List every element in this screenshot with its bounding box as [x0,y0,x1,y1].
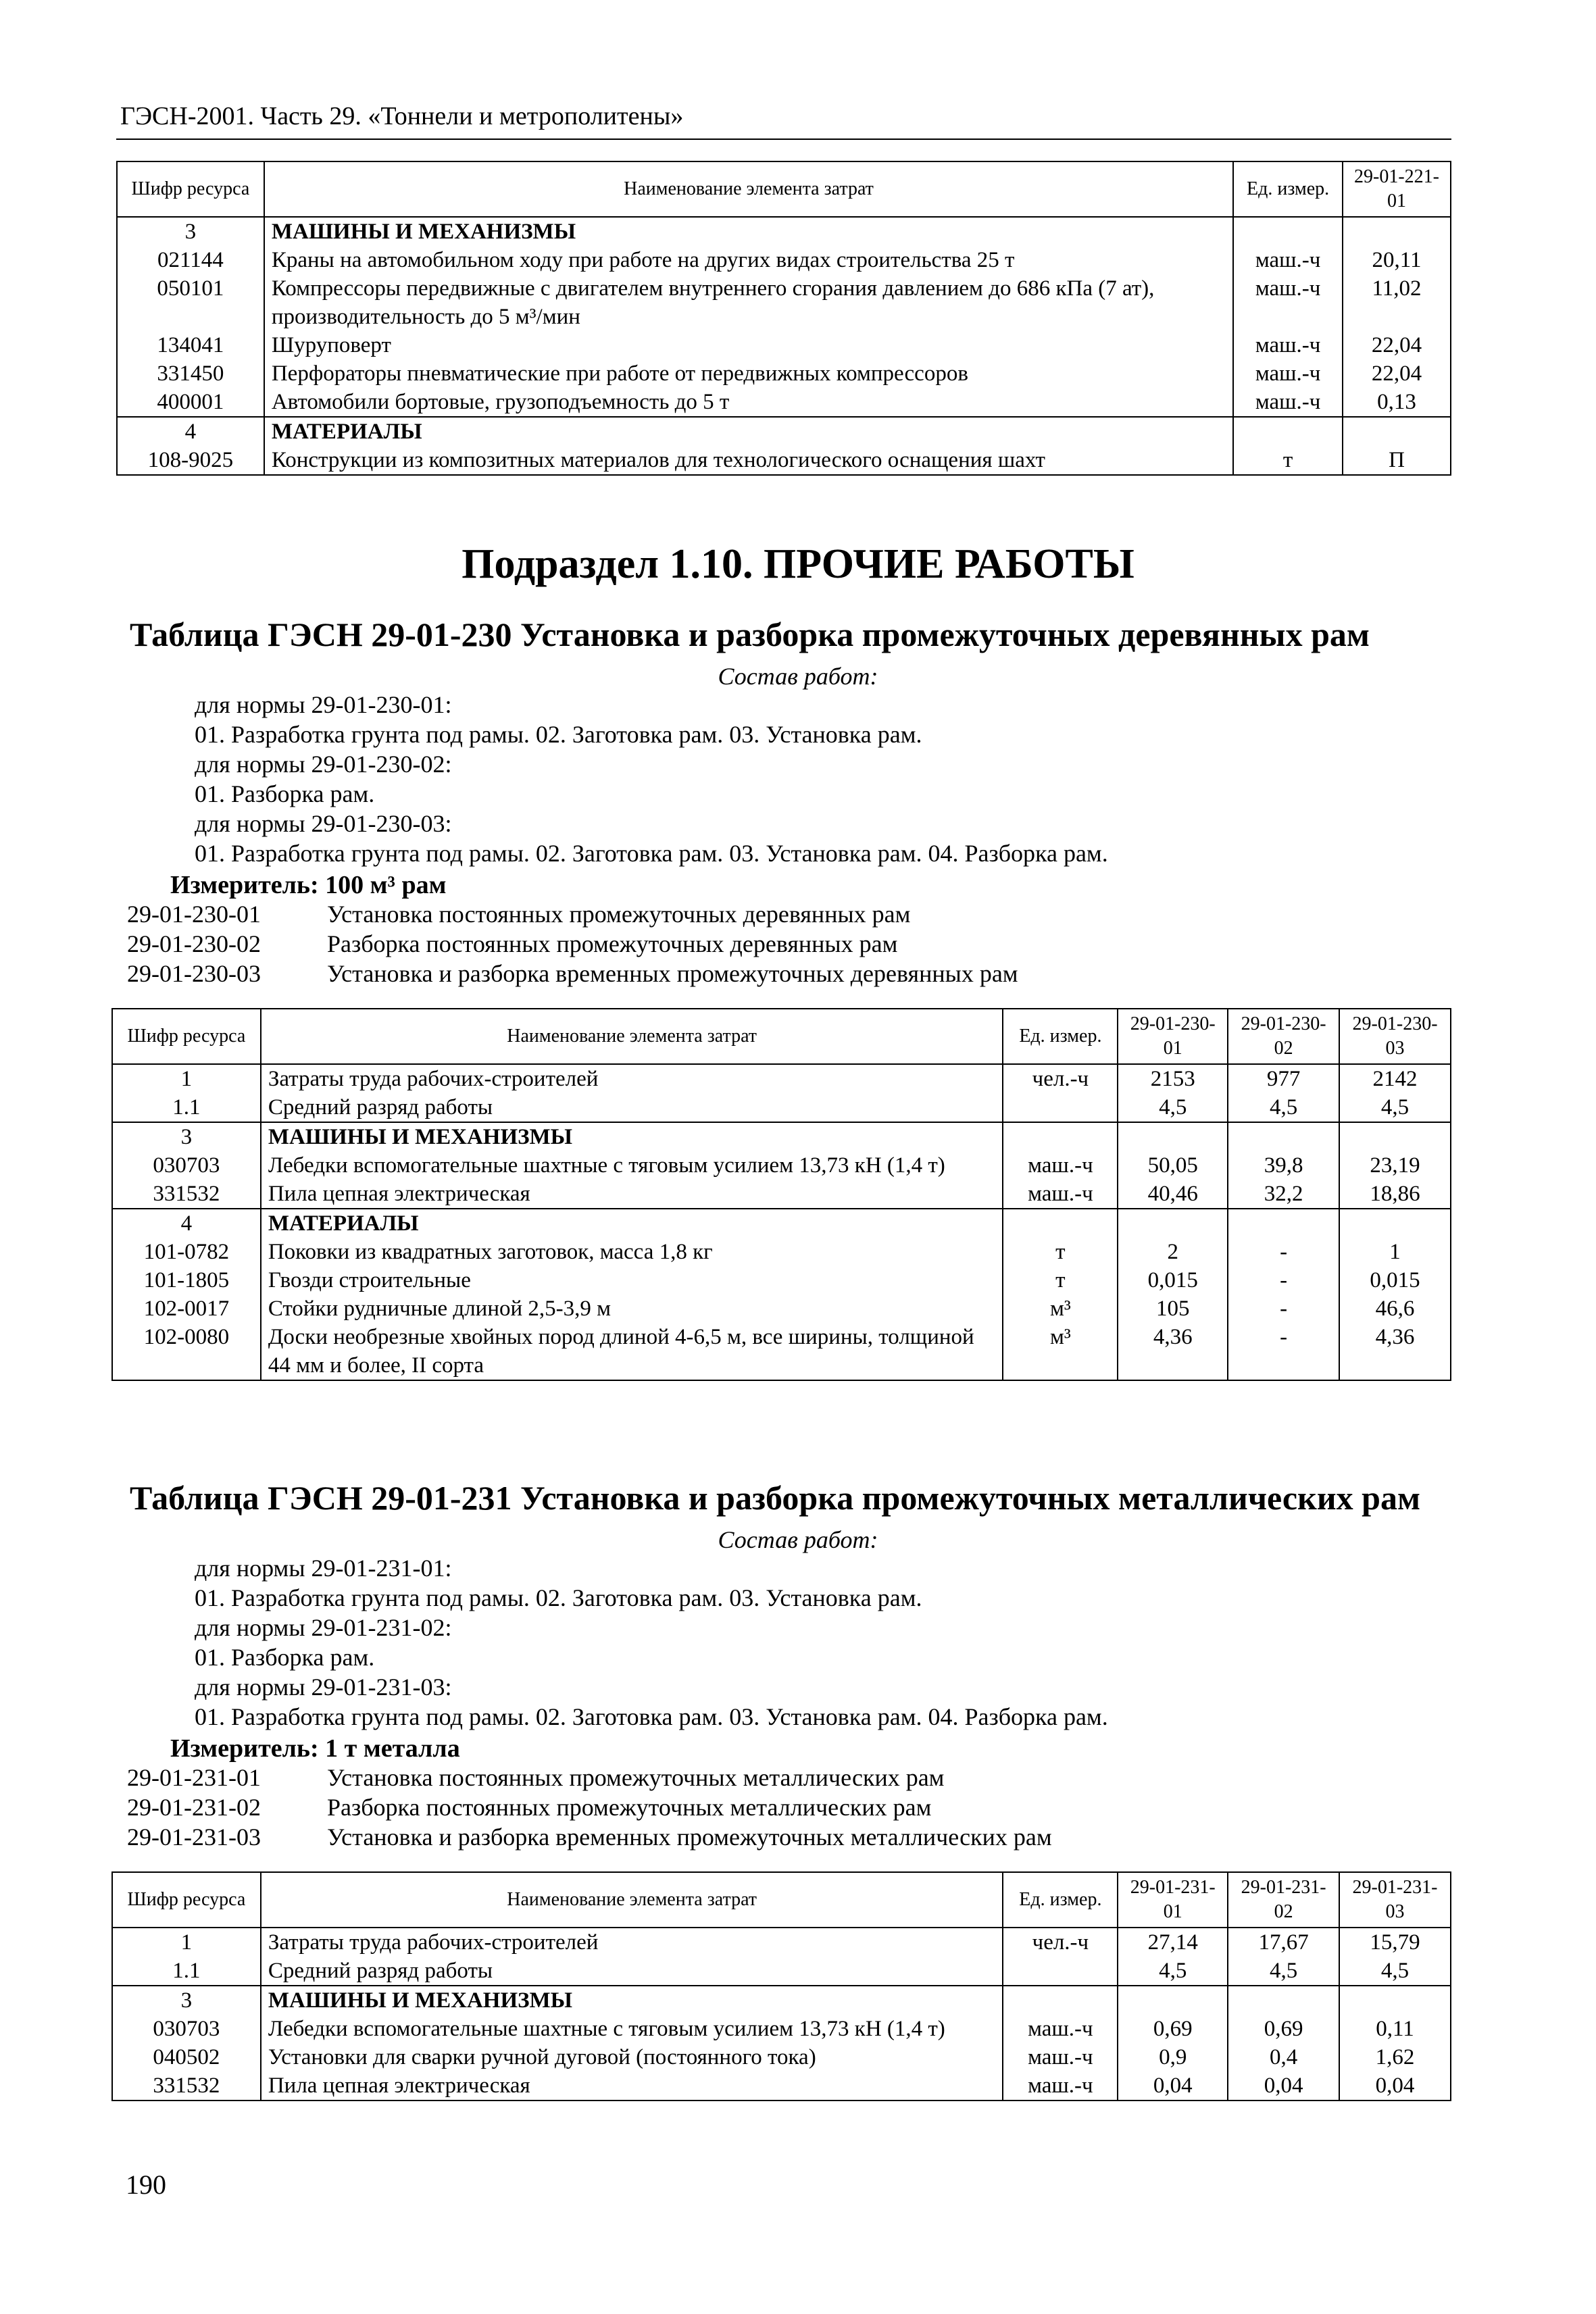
norm-code: 29-01-230-01 [127,901,261,928]
resource-value: 4,36 [1118,1323,1228,1380]
resource-value: - [1228,1266,1339,1294]
resource-unit: м³ [1003,1323,1118,1380]
table-header-row [117,161,1451,217]
resource-name: Лебедки вспомогательные шахтные с тяговым усилием 13,73 кН (1,4 т) [261,2015,1003,2043]
table-header-row [112,1872,1451,1928]
composition-label: Состав работ: [718,663,878,690]
resource-value: 4,5 [1228,1957,1339,1986]
resource-unit: маш.-ч [1003,2071,1118,2101]
norm-description: Разборка постоянных промежуточных деревянных рам [327,930,898,957]
resource-name: Шуруповерт [264,331,1233,359]
resource-value: 46,6 [1339,1294,1451,1323]
resource-table-231 [111,1871,1451,2101]
resource-code: 1.1 [112,1957,261,1986]
composition-label: Состав работ: [718,1526,878,1553]
subsection-title: Подраздел 1.10. ПРОЧИЕ РАБОТЫ [462,541,1134,587]
column-header-norm: 29-01-230-01 [1118,1009,1228,1064]
table-row [112,1957,1451,1986]
resource-value: 1,62 [1339,2043,1451,2071]
resource-name: Установки для сварки ручной дуговой (постоянного тока) [261,2043,1003,2071]
resource-value: 0,015 [1339,1266,1451,1294]
composition-line: для нормы 29-01-231-01: [195,1555,452,1582]
composition-line: 01. Разработка грунта под рамы. 02. Заготовка рам. 03. Установка рам. 04. Разборка рам. [195,840,1108,867]
resource-value: 2142 [1339,1064,1451,1093]
resource-unit: маш.-ч [1003,2043,1118,2071]
resource-name: Затраты труда рабочих-строителей [261,1928,1003,1957]
resource-name: Средний разряд работы [261,1957,1003,1986]
resource-value: П [1343,446,1451,475]
resource-name: Поковки из квадратных заготовок, масса 1,8 кг [261,1238,1003,1266]
table-row [112,1151,1451,1180]
section-title: МАШИНЫ И МЕХАНИЗМЫ [271,220,576,244]
resource-unit: маш.-ч [1003,1151,1118,1180]
resource-code: 101-0782 [112,1238,261,1266]
table-row [117,331,1451,359]
resource-unit: маш.-ч [1233,274,1343,331]
norm-description: Установка и разборка временных промежуточных металлических рам [327,1823,1052,1851]
resource-code: 040502 [112,2043,261,2071]
composition-line: для нормы 29-01-230-01: [195,691,452,718]
column-header-norm: 29-01-231-01 [1118,1872,1228,1928]
table-row [112,2071,1451,2101]
running-header: ГЭСН-2001. Часть 29. «Тоннели и метрополитены» [120,102,684,130]
resource-value: 15,79 [1339,1928,1451,1957]
resource-unit: маш.-ч [1233,388,1343,417]
composition-line: для нормы 29-01-231-02: [195,1614,452,1641]
composition-line: 01. Разборка рам. [195,1644,375,1671]
table-row [117,359,1451,388]
section-row [117,417,1451,446]
resource-value: - [1228,1238,1339,1266]
table-row [117,388,1451,417]
resource-value: 0,69 [1228,2015,1339,2043]
resource-name: Перфораторы пневматические при работе от передвижных компрессоров [264,359,1233,388]
resource-value: 0,04 [1118,2071,1228,2101]
measure-unit: Измеритель: 100 м³ рам [170,871,447,899]
resource-name: Краны на автомобильном ходу при работе на других видах строительства 25 т [264,246,1233,274]
table-row [112,2015,1451,2043]
resource-name: Гвозди строительные [261,1266,1003,1294]
resource-name: Стойки рудничные длиной 2,5-3,9 м [261,1294,1003,1323]
resource-value: 4,5 [1118,1957,1228,1986]
section-title: МАШИНЫ И МЕХАНИЗМЫ [268,1125,573,1149]
resource-unit: т [1233,446,1343,475]
section-row [112,1122,1451,1151]
column-header-name: Наименование элемента затрат [264,161,1233,217]
resource-unit: маш.-ч [1233,246,1343,274]
section-row [112,1209,1451,1238]
resource-code: 1 [112,1064,261,1093]
column-header-name: Наименование элемента затрат [261,1872,1003,1928]
norm-description: Разборка постоянных промежуточных металлических рам [327,1794,932,1821]
norm-description: Установка постоянных промежуточных металлических рам [327,1764,945,1791]
resource-unit: маш.-ч [1233,359,1343,388]
resource-name: Средний разряд работы [261,1093,1003,1122]
table-row [117,274,1451,331]
column-header-norm: 29-01-230-02 [1228,1009,1339,1064]
resource-value: 0,4 [1228,2043,1339,2071]
resource-code: 050101 [117,274,264,331]
column-header-norm: 29-01-231-02 [1228,1872,1339,1928]
resource-value: 39,8 [1228,1151,1339,1180]
resource-value: 2 [1118,1238,1228,1266]
norm-code: 29-01-231-02 [127,1794,261,1821]
resource-name: Автомобили бортовые, грузоподъемность до 5 т [264,388,1233,417]
resource-value: 4,5 [1339,1957,1451,1986]
resource-code: 108-9025 [117,446,264,475]
column-header-unit: Ед. измер. [1003,1872,1118,1928]
resource-unit: т [1003,1238,1118,1266]
column-header-norm: 29-01-231-03 [1339,1872,1451,1928]
resource-code: 101-1805 [112,1266,261,1294]
resource-code: 030703 [112,2015,261,2043]
section-row [117,217,1451,246]
resource-value: 18,86 [1339,1180,1451,1209]
composition-line: для нормы 29-01-230-03: [195,810,452,837]
resource-code: 1.1 [112,1093,261,1122]
resource-code: 331450 [117,359,264,388]
table-row [117,246,1451,274]
column-header-norm: 29-01-230-03 [1339,1009,1451,1064]
resource-value: 4,5 [1228,1093,1339,1122]
section-code: 3 [112,1122,261,1151]
resource-value: 22,04 [1343,331,1451,359]
section-code: 3 [112,1986,261,2015]
resource-table-230 [111,1008,1451,1381]
table-row [112,1064,1451,1093]
resource-code: 102-0017 [112,1294,261,1323]
resource-value: 50,05 [1118,1151,1228,1180]
table-row [112,1928,1451,1957]
header-rule [116,139,1451,140]
table-row [112,1093,1451,1122]
table-row [112,1294,1451,1323]
resource-value: 32,2 [1228,1180,1339,1209]
resource-name: Пила цепная электрическая [261,1180,1003,1209]
resource-value: 27,14 [1118,1928,1228,1957]
norm-code: 29-01-230-02 [127,930,261,957]
resource-unit [1003,1093,1118,1122]
column-header-code: Шифр ресурса [112,1009,261,1064]
table-row [112,1266,1451,1294]
resource-name: Пила цепная электрическая [261,2071,1003,2101]
composition-line: 01. Разборка рам. [195,780,375,807]
resource-code: 030703 [112,1151,261,1180]
norm-code: 29-01-231-03 [127,1823,261,1851]
table-231-heading: Таблица ГЭСН 29-01-231 Установка и разборка промежуточных металлических рам [130,1479,1421,1517]
resource-value: - [1228,1323,1339,1380]
resource-value: 1 [1339,1238,1451,1266]
resource-value: 977 [1228,1064,1339,1093]
norm-code: 29-01-230-03 [127,960,261,987]
resource-unit: т [1003,1266,1118,1294]
resource-value: 11,02 [1343,274,1451,331]
table-row [117,446,1451,475]
column-header-unit: Ед. измер. [1003,1009,1118,1064]
resource-value: 0,13 [1343,388,1451,417]
resource-value: 4,5 [1118,1093,1228,1122]
resource-value: 20,11 [1343,246,1451,274]
column-header-code: Шифр ресурса [117,161,264,217]
table-row [112,1323,1451,1380]
resource-value: 105 [1118,1294,1228,1323]
resource-code: 1 [112,1928,261,1957]
column-header-name: Наименование элемента затрат [261,1009,1003,1064]
table-row [112,2043,1451,2071]
resource-name: Компрессоры передвижные с двигателем внутреннего сгорания давлением до 686 кПа (7 ат), производительность до 5 м³/мин [264,274,1233,331]
resource-value: 0,11 [1339,2015,1451,2043]
resource-value: 23,19 [1339,1151,1451,1180]
resource-name: Затраты труда рабочих-строителей [261,1064,1003,1093]
resource-value: 4,5 [1339,1093,1451,1122]
resource-value: 0,04 [1339,2071,1451,2101]
resource-value: 40,46 [1118,1180,1228,1209]
column-header-norm: 29-01-221-01 [1343,161,1451,217]
table-230-heading: Таблица ГЭСН 29-01-230 Установка и разборка промежуточных деревянных рам [130,615,1370,653]
resource-code: 021144 [117,246,264,274]
resource-unit: чел.-ч [1003,1064,1118,1093]
resource-value: 4,36 [1339,1323,1451,1380]
resource-value: 2153 [1118,1064,1228,1093]
norm-description: Установка постоянных промежуточных деревянных рам [327,901,911,928]
resource-unit: маш.-ч [1003,1180,1118,1209]
resource-code: 331532 [112,1180,261,1209]
resource-unit: маш.-ч [1233,331,1343,359]
section-code: 3 [117,217,264,246]
column-header-unit: Ед. измер. [1233,161,1343,217]
resource-value: 0,69 [1118,2015,1228,2043]
composition-line: для нормы 29-01-231-03: [195,1674,452,1701]
composition-line: 01. Разработка грунта под рамы. 02. Заготовка рам. 03. Установка рам. [195,721,922,748]
section-code: 4 [117,417,264,446]
section-title: МАТЕРИАЛЫ [268,1211,419,1236]
resource-code: 134041 [117,331,264,359]
measure-unit: Измеритель: 1 т металла [170,1734,460,1763]
composition-line: для нормы 29-01-230-02: [195,751,452,778]
resource-name: Доски необрезные хвойных пород длиной 4-6,5 м, все ширины, толщиной 44 мм и более, II сорта [261,1323,1003,1380]
norm-code: 29-01-231-01 [127,1764,261,1791]
page-number: 190 [126,2169,166,2200]
resource-name: Лебедки вспомогательные шахтные с тяговым усилием 13,73 кН (1,4 т) [261,1151,1003,1180]
table-header-row [112,1009,1451,1064]
section-title: МАШИНЫ И МЕХАНИЗМЫ [268,1988,573,2013]
norm-description: Установка и разборка временных промежуточных деревянных рам [327,960,1018,987]
resource-value: 0,015 [1118,1266,1228,1294]
resource-value: 0,9 [1118,2043,1228,2071]
resource-code: 331532 [112,2071,261,2101]
table-row [112,1180,1451,1209]
section-title: МАТЕРИАЛЫ [271,420,422,444]
resource-value: 0,04 [1228,2071,1339,2101]
section-code: 4 [112,1209,261,1238]
resource-name: Конструкции из композитных материалов для технологического оснащения шахт [264,446,1233,475]
column-header-code: Шифр ресурса [112,1872,261,1928]
composition-line: 01. Разработка грунта под рамы. 02. Заготовка рам. 03. Установка рам. [195,1584,922,1611]
resource-unit: м³ [1003,1294,1118,1323]
resource-code: 102-0080 [112,1323,261,1380]
resource-value: - [1228,1294,1339,1323]
resource-code: 400001 [117,388,264,417]
resource-value: 22,04 [1343,359,1451,388]
resource-unit [1003,1957,1118,1986]
resource-unit: чел.-ч [1003,1928,1118,1957]
resource-unit: маш.-ч [1003,2015,1118,2043]
section-row [112,1986,1451,2015]
resource-value: 17,67 [1228,1928,1339,1957]
table-row [112,1238,1451,1266]
composition-line: 01. Разработка грунта под рамы. 02. Заготовка рам. 03. Установка рам. 04. Разборка рам. [195,1703,1108,1730]
resource-table-221 [116,161,1451,476]
